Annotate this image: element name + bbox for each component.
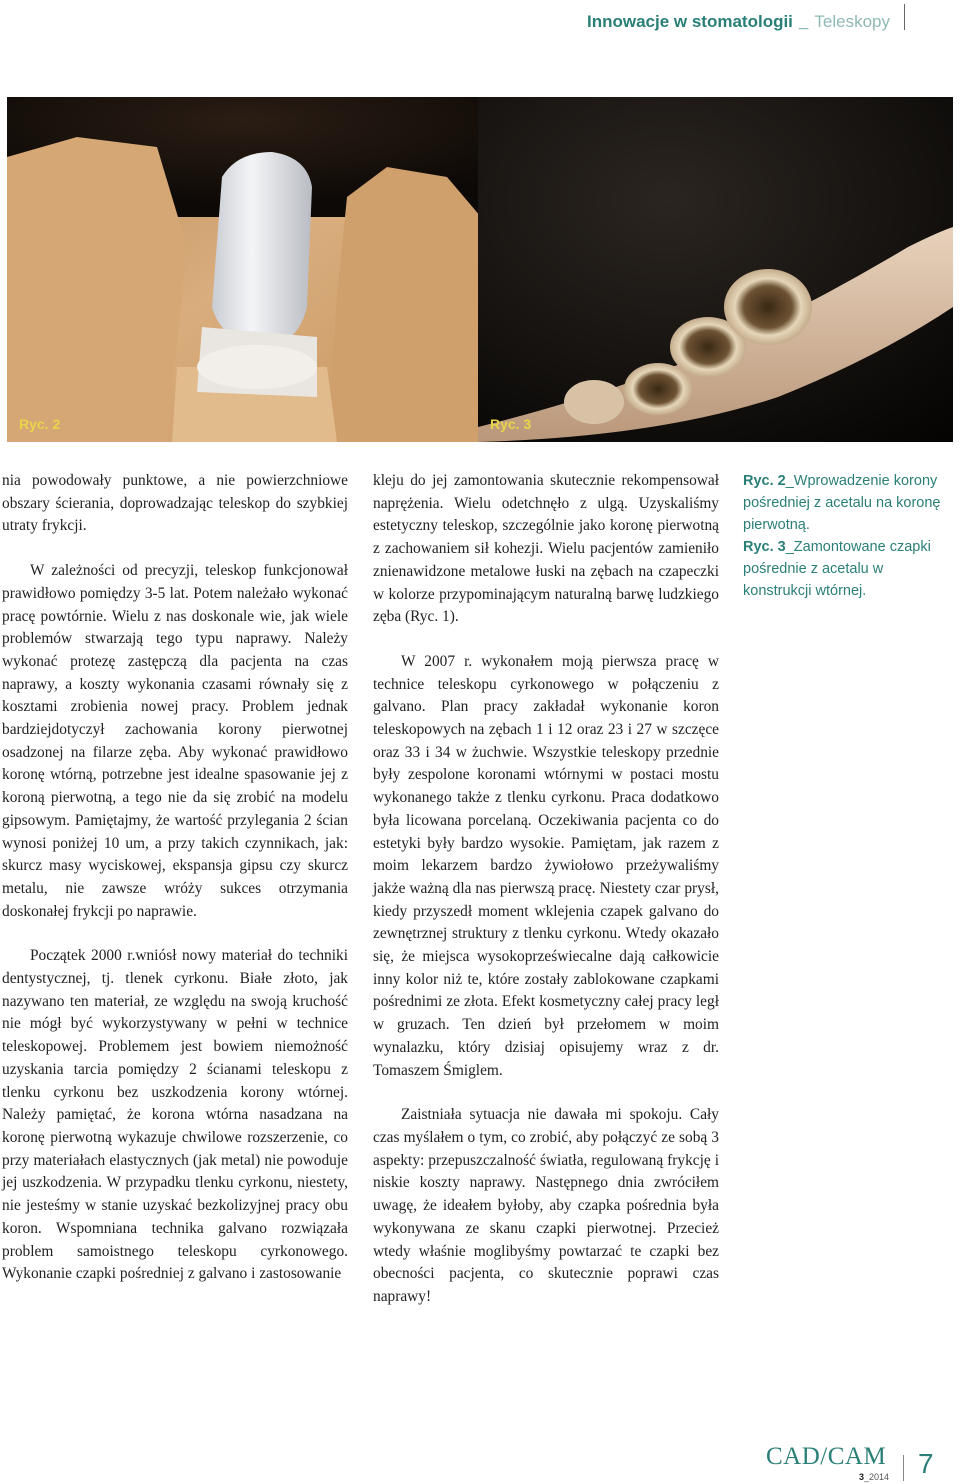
- paragraph: Zaistniała sytuacja nie dawała mi spokoju. Cały czas myślałem o tym, co zrobić, aby połączyć ze sobą 3 aspekty: przepuszczalność światła, regulowaną frykcję i niskie koszty naprawy. Następnego dnia zwróciłem uwagę, że ideałem byłoby, aby czapka pośrednia była wykonywana ze skanu czapki pierwotnej. Przecież wtedy właśnie moglibyśmy powtarzać te czapki bez obecności pacjenta, co skutecznie poprawi czas naprawy!: [373, 1106, 719, 1305]
- caption-ryc-2: [743, 470, 955, 536]
- paragraph: W zależności od precyzji, teleskop funkcjonował prawidłowo pomiędzy 3-5 lat. Potem należało wykonać pracę powtórnie. Wielu z nas doskonale wie, jak wiele problemów stwarzają tego typu naprawy. Należy wykonać protezę zastępczą dla pacjenta na czas naprawy, a koszty wykonania czasami równały się z kosztami zrobienia nowej pracy. Problem jednak bardziejdotyczył zachowania korony pierwotnej osadzonej na filarze zęba. Aby wykonać prawidłowo koronę wtórną, potrzebne jest idealne spasowanie jej z koroną pierwotną, a tego nie da się zrobić na modelu gipsowym. Pamiętajmy, że wartość przylegania 2 ścian wynosi poniżej 10 um, a przy takich czynnikach, jak: skurcz masy wyciskowej, ekspansja gipsu czy skurcz metalu, nie zawsze wróży sukces otrzymania doskonałej frykcji po naprawie.: [2, 562, 348, 920]
- figure-3-photo: [478, 97, 953, 442]
- issue-info: [859, 1472, 889, 1482]
- caption-text: _Zamontowane czapki pośrednie z acetalu w konstrukcji wtórnej.: [743, 539, 931, 599]
- caption-label: Ryc. 3: [743, 539, 786, 555]
- caption-ryc-3: [743, 536, 955, 602]
- section-title: Innowacje w stomatologii: [587, 12, 793, 31]
- acetal-caps-image: [478, 97, 953, 442]
- figure-2-label: Ryc. 2: [19, 416, 61, 432]
- paragraph: W 2007 r. wykonałem moją pierwsza pracę w technice teleskopu cyrkonowego w połączeniu z galvano. Plan pracy zakładał wykonanie koron teleskopowych na zębach 1 i 12 oraz 23 i 27 w szczęce oraz 33 i 34 w żuchwie. Wszystkie teleskopy przednie były zespolone koronami wtórnymi w postaci mostu wykonanego także z tlenku cyrkonu. Praca dodatkowo była licowana porcelaną. Oczekiwania pacjenta co do estetyki były bardzo wysokie. Pamiętam, jak razem z moim lekarzem bardzo żywiołowo przeżywaliśmy jakże ważną dla nas pierwszą pracę. Niestety czar prysł, kiedy przyszedł moment wklejenia czapek galvano do zewnętrznej struktury z tlenku cyrkonu. Wtedy okazało się, że miejsca wysokoprzeświecalne dają całkowicie inny kolor niż te, które zostały zablokowane czapkami pośrednimi ze złota. Efekt kosmetyczny całej pracy legł w gruzach. Ten dzień był przełomem w moim wynalazku, który dzisiaj opisujemy wraz z dr. Tomaszem Śmiglem.: [373, 652, 719, 1079]
- running-header: [587, 10, 890, 34]
- issue-number: 3: [859, 1472, 865, 1482]
- text-column-2: [373, 470, 719, 1309]
- text-column-1: [2, 470, 348, 1286]
- footer-rule: [903, 1455, 904, 1481]
- figure-strip: [0, 97, 960, 442]
- magazine-brand: CAD/CAM: [766, 1443, 887, 1470]
- crown-model-image: [7, 97, 481, 442]
- figure-captions: [743, 470, 955, 602]
- paragraph: kleju do jej zamontowania skutecznie rekompensował naprężenia. Wielu odetchnęło z ulgą. Uzyskaliśmy estetyczny teleskop, szczególnie jako koronę pierwotną z zachowaniem sił kohezji. Wielu pacjentów zamieniło znienawidzone metalowe łuski na zębach na czapeczki w kolorze przypominającym naturalną barwę ludzkiego zęba (Ryc. 1).: [373, 472, 719, 626]
- paragraph: Początek 2000 r.wniósł nowy materiał do techniki dentystycznej, tj. tlenek cyrkonu. Białe złoto, jak nazywano ten materiał, ze względu na swoją kruchość nie mógł być wykorzystywany w pełni w technice teleskopowej. Problemem jest bowiem niemożność uzyskania tarcia pomiędzy 2 ścianami teleskopu z tlenku cyrkonu bez uszkodzenia korony wtórnej. Należy pamiętać, że korona wtórna nasadzana na koronę pierwotną wykazuje chwilowe rozszerzenie, co przy materiałach elastycznych (jak metal) nie powoduje jej uszkodzenia. W przypadku tlenku cyrkonu, niestety, nie jesteśmy w stanie uzyskać bezkolizyjnej pracy obu koron. Wspomniana technika galvano rozwiązała problem samoistnego teleskopu cyrkonowego. Wykonanie czapki pośredniej z galvano i zastosowanie: [2, 947, 348, 1283]
- figure-2-photo: [7, 97, 481, 442]
- topic-title: Teleskopy: [814, 12, 890, 31]
- issue-year: _2014: [864, 1472, 890, 1482]
- caption-text: _Wprowadzenie korony pośredniej z acetalu na koronę pierwotną.: [743, 473, 941, 533]
- paragraph: nia powodowały punktowe, a nie powierzchniowe obszary ścierania, doprowadzając teleskop do szybkiej utraty frykcji.: [2, 472, 348, 535]
- caption-label: Ryc. 2: [743, 473, 786, 489]
- header-separator: _: [798, 12, 809, 31]
- page-number: 7: [918, 1448, 934, 1479]
- header-rule: [904, 4, 905, 30]
- figure-3-label: Ryc. 3: [490, 416, 532, 432]
